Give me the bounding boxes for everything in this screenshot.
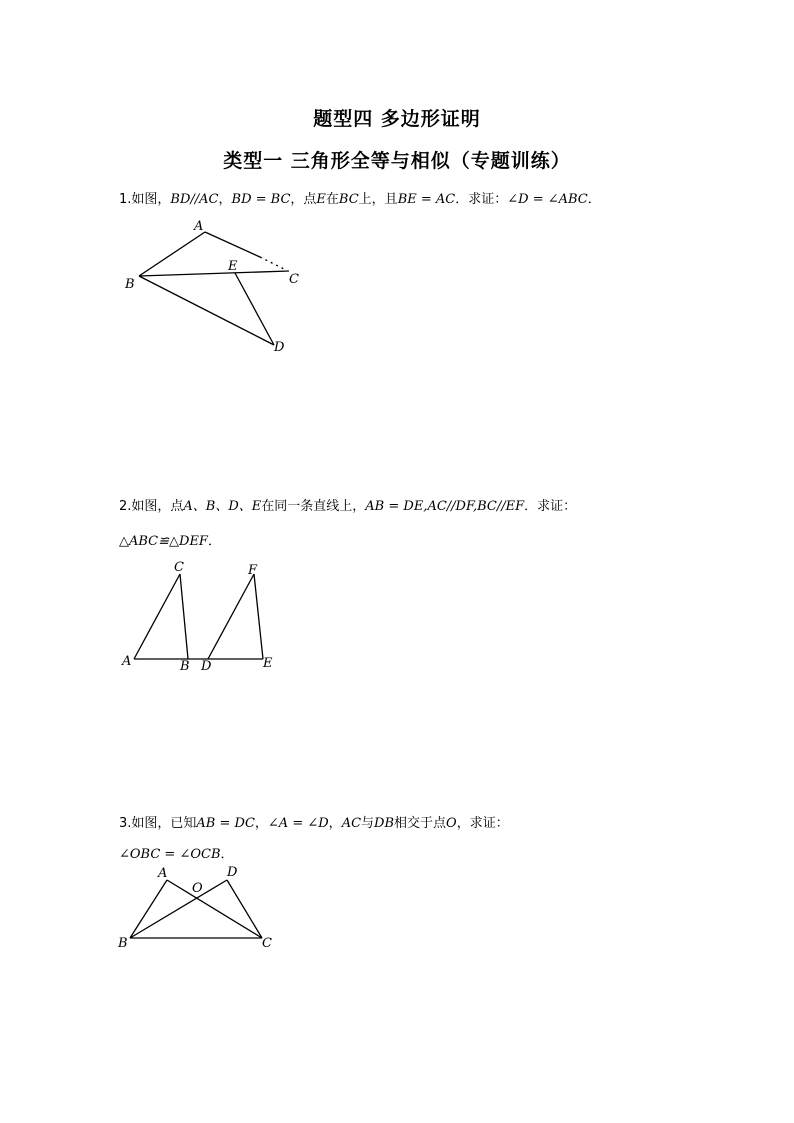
segment-cb [180,574,188,659]
problem-number: 3. [119,816,132,831]
segment-ab [139,232,205,276]
math: O [446,816,457,831]
problem-1-statement [119,188,601,207]
problem-2-conclusion [119,530,221,549]
segment-fe [254,574,263,659]
page-title: 题型四 多边形证明 [313,108,481,130]
math: AB = DE,AC//DF,BC//EF [365,499,525,514]
text: ， [254,816,268,831]
vertex-label-b: B [180,659,190,674]
text: 在 [325,192,339,207]
problem-2-statement [119,495,576,514]
vertex-label-c: C [262,936,272,951]
math: ∠OBC = ∠OCB [119,847,221,862]
segment-bd [139,276,274,345]
vertex-label-c: C [289,272,299,287]
vertex-label-a: A [122,654,132,669]
text: ，点 [290,192,317,207]
segment-bc [139,271,289,276]
vertex-label-a: A [158,866,168,881]
vertex-label-e: E [263,656,273,671]
problem-number: 1. [119,192,132,207]
segment-df [208,574,254,659]
problem-number: 2. [119,499,132,514]
text: 如图， [131,192,171,207]
vertex-label-d: D [274,340,285,355]
text: ．求证： [524,499,577,514]
vertex-label-d: D [227,865,238,880]
math: BD = BC [231,192,291,207]
text: ． [587,192,601,207]
vertex-label-f: F [248,563,258,578]
math: AB = DC [196,816,255,831]
vertex-label-c: C [174,560,184,575]
vertex-label-o: O [192,881,203,896]
text: ， [218,192,232,207]
text: ，求证： [456,816,509,831]
segment-ed [235,273,274,345]
vertex-label-d: D [201,659,212,674]
segment-db [130,880,227,938]
vertex-label-b: B [125,277,135,292]
text: 如图，已知 [131,816,197,831]
text: 如图，点 [131,499,184,514]
vertex-label-a: A [194,219,204,234]
problem-3-figure [110,860,290,960]
problem-2-figure [110,555,290,680]
math: E [316,192,326,207]
text: 与 [361,816,375,831]
text: 相交于点 [394,816,447,831]
problem-1-figure [110,210,310,360]
math: △ABC≌△DEF [119,534,208,549]
segment-dc [227,880,262,938]
vertex-label-e: E [228,259,238,274]
math: BD//AC [170,192,219,207]
math: ∠D = ∠ABC [507,192,588,207]
text: ．求证： [455,192,508,207]
segment-ac [134,574,180,659]
math: BE = AC [397,192,456,207]
section-subtitle: 类型一 三角形全等与相似（专题训练） [223,150,571,172]
text: ． [220,847,234,862]
problem-3-statement [119,812,509,831]
vertex-label-b: B [118,936,128,951]
math: DB [374,816,395,831]
segment-dotted-ac [260,257,286,270]
segment-ac [205,232,260,257]
segment-ac [167,880,262,938]
math: BC [338,192,359,207]
text: ． [207,534,221,549]
text: 上，且 [358,192,398,207]
math: ∠A = ∠D [267,816,329,831]
text: ， [328,816,342,831]
math: A、B、D、E [183,499,262,514]
text: 在同一条直线上， [261,499,366,514]
segment-ab [130,880,167,938]
math: AC [341,816,362,831]
